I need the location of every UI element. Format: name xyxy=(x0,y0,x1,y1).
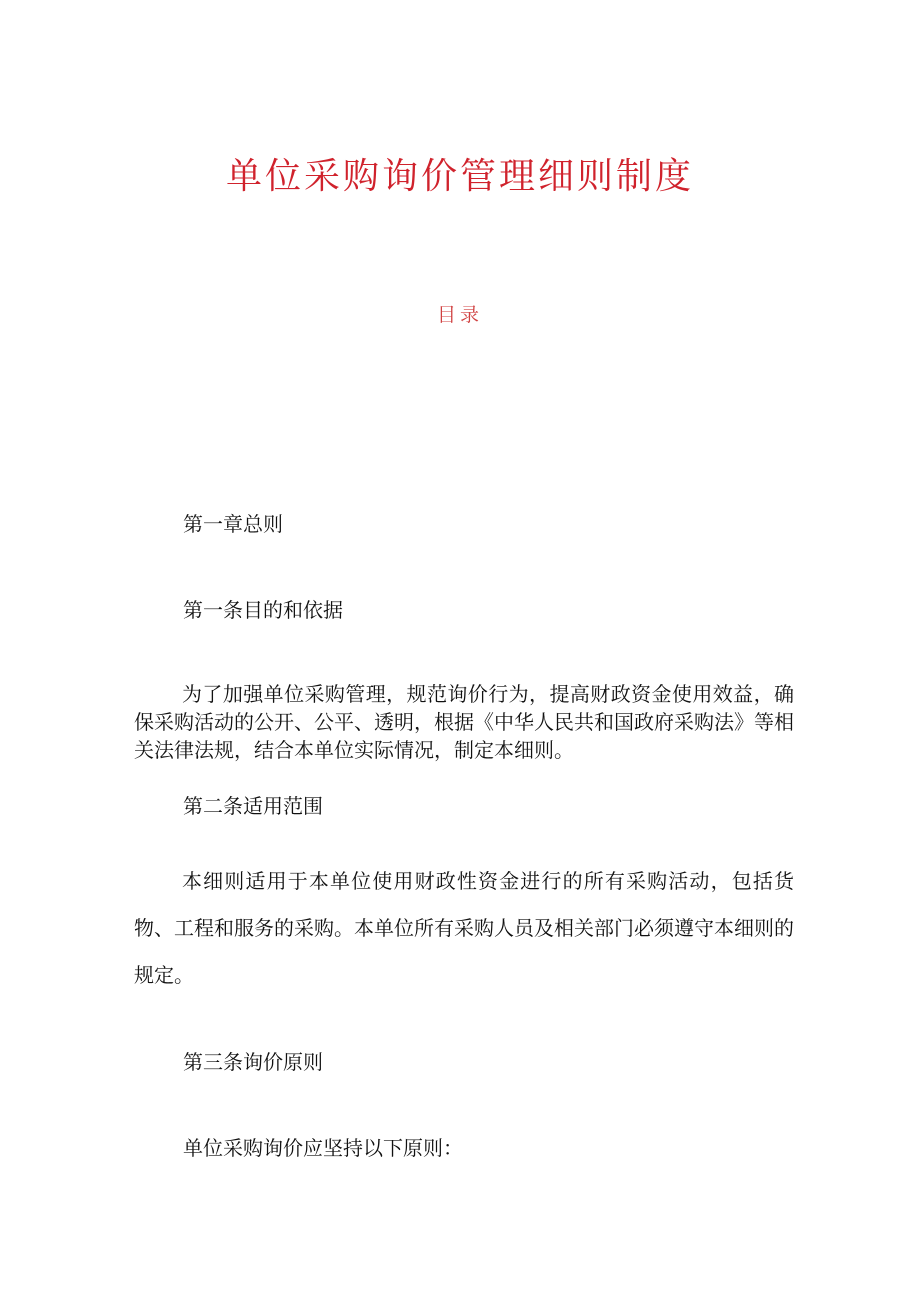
article-3-intro: 单位采购询价应坚持以下原则： xyxy=(183,1136,463,1160)
article-1-heading: 第一条目的和依据 xyxy=(183,598,343,622)
toc-label: 目录 xyxy=(436,304,483,326)
article-3-heading: 第三条询价原则 xyxy=(183,1050,323,1074)
chapter-heading: 第一章总则 xyxy=(183,512,283,536)
article-1-body: 为了加强单位采购管理，规范询价行为，提高财政资金使用效益，确保采购活动的公开、公平、透明，根据《中华人民共和国政府采购法》等相关法律法规，结合本单位实际情况，制定本细则。 xyxy=(134,682,794,762)
document-title: 单位采购询价管理细则制度 xyxy=(225,156,694,197)
article-2-heading: 第二条适用范围 xyxy=(183,794,323,818)
article-2-body: 本细则适用于本单位使用财政性资金进行的所有采购活动，包括货物、工程和服务的采购。本单位所有采购人员及相关部门必须遵守本细则的规定。 xyxy=(134,869,794,987)
